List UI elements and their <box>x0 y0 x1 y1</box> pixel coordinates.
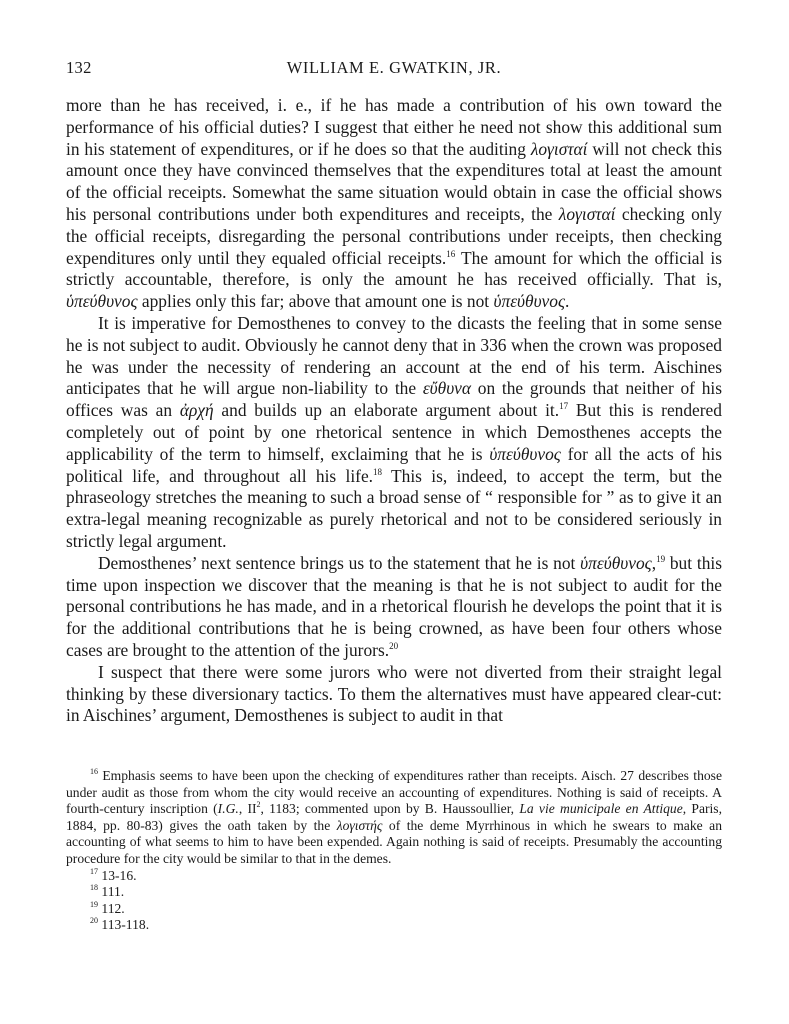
footnote-16 <box>66 768 722 868</box>
text-run: on the grounds that neither of his offices was an <box>66 378 722 421</box>
text-run: , <box>651 552 657 573</box>
footnote-19 <box>66 901 722 918</box>
footnotes <box>66 768 722 934</box>
text-run: Demosthenes’ next sentence brings us to the statement that he is not <box>98 552 581 573</box>
footnote-ref: 2 <box>256 800 261 810</box>
greek-term: ὑπεύθυνος <box>489 443 561 464</box>
text-run: for all the acts of his political life, and throughout all his life. <box>66 443 722 486</box>
greek-term: εὔθυνα <box>422 378 472 399</box>
text-run: , 1183; commented upon by B. Haussoullier, <box>260 801 520 817</box>
footnote-text: 112. <box>98 900 125 916</box>
footnote-20 <box>66 917 722 934</box>
greek-term: ὑπεύθυνος <box>493 291 566 312</box>
italic-text: La vie municipale en Attique <box>519 801 683 817</box>
footnote-ref: 18 <box>373 466 383 477</box>
paragraph <box>66 95 722 313</box>
greek-term: λογισταί <box>530 138 588 159</box>
text-run: will not check this amount once they have convinced themselves that the expenditures total at least the amount of the official receipts. Somewhat the same situation would obtain in case the official shows his personal contributions under both expenditures and receipts, the <box>66 138 722 224</box>
text-run: It is imperative for Demosthenes to convey to the dicasts the feeling that in some sense he is not subject to audit. Obviously he cannot deny that in 336 when the crown was proposed he was under the necessity of rendering an account at the end of his term. Aischines anticipates that he will argue non-liability to the <box>66 312 722 399</box>
short-footnotes <box>66 868 722 934</box>
footnote-ref: 17 <box>559 401 569 412</box>
text-run: This is, indeed, to accept the term, but the phraseology stretches the meaning to such a broad sense of “ responsible for ” as to give it an extra-legal meaning recognizable as purely rhetorical and not to be considered seriously in strictly legal argument. <box>66 465 722 551</box>
paragraph <box>66 553 722 662</box>
text-run: Emphasis seems to have been upon the checking of expenditures rather than receipts. Aisch. 27 describes those under audit as those from whom the city would receive an accounting of expenditures. Nothing is said of receipts. A fourth-century inscription ( <box>66 768 722 817</box>
footnote-17 <box>66 868 722 885</box>
footnote-ref: 16 <box>446 248 456 259</box>
footnote-number: 20 <box>90 916 98 926</box>
text-run: of the deme Myrrhinous in which he swears to make an accounting of what seems to him to have been expended. Again nothing is said of receipts. Presumably the accounting procedure for the city would be similar to that in the demes. <box>66 817 722 866</box>
text-run: . <box>565 291 570 312</box>
running-title: WILLIAM E. GWATKIN, JR. <box>286 58 502 77</box>
paragraph <box>66 662 722 727</box>
footnote-number: 19 <box>90 899 98 909</box>
footnote-ref: 16 <box>90 767 98 776</box>
greek-term: ἀρχή <box>179 400 214 421</box>
text-run: checking only the official receipts, disregarding the personal contributions under receipts, then checking expenditures only until they equaled official receipts. <box>66 203 722 268</box>
greek-term: λογιστής <box>336 817 383 833</box>
footnote-text: 111. <box>98 884 125 900</box>
page-number: 132 <box>66 58 92 77</box>
footnote-text: 113-118. <box>98 917 150 933</box>
text-run: more than he has received, i. e., if he has made a contribution of his own toward the performance of his official duties? I suggest that either he need not show this additional sum in his statement of expenditures, or if he does so that the auditing <box>66 95 722 159</box>
text-run: The amount for which the official is strictly accountable, therefore, is only the amount he has received officially. That is, <box>66 247 723 290</box>
text-run: I suspect that there were some jurors who were not diverted from their straight legal thinking by these diversionary tactics. To them the alternatives must have appeared clear-cut: in Aischines’ argument, Demosthenes is subject to audit in that <box>66 661 722 726</box>
text-run: and builds up an elaborate argument about it. <box>213 400 560 421</box>
text-run: But this is rendered completely out of point by one rhetorical sentence in which Demosthenes accepts the applicability of the term to himself, exclaiming that he is <box>66 400 722 464</box>
italic-text: I.G. <box>217 801 239 817</box>
footnote-ref: 20 <box>389 640 399 651</box>
main-text <box>66 95 722 727</box>
footnote-ref: 19 <box>656 553 666 564</box>
text-run: , II <box>238 801 257 817</box>
text-run: , Paris, 1884, pp. 80-83) gives the oath taken by the <box>66 801 722 833</box>
paragraph <box>66 313 722 553</box>
text-run: applies only this far; above that amount one is not <box>137 291 494 312</box>
text-run: but this time upon inspection we discover that the meaning is that he is not subject to audit for the personal contributions he has made, and in a rhetorical flourish he develops the point that it is for the additional contributions that he is being crowned, as have been four others whose cases are brought to the attention of the jurors. <box>66 552 722 660</box>
footnote-number: 18 <box>90 883 98 893</box>
greek-term: ὑπεύθυνος <box>66 291 138 312</box>
footnote-18 <box>66 884 722 901</box>
footnote-number: 17 <box>90 866 98 876</box>
running-header <box>66 58 722 82</box>
footnote-text: 13-16. <box>98 867 137 883</box>
greek-term: ὑπεύθυνος <box>580 552 652 573</box>
greek-term: λογισταί <box>558 203 616 224</box>
